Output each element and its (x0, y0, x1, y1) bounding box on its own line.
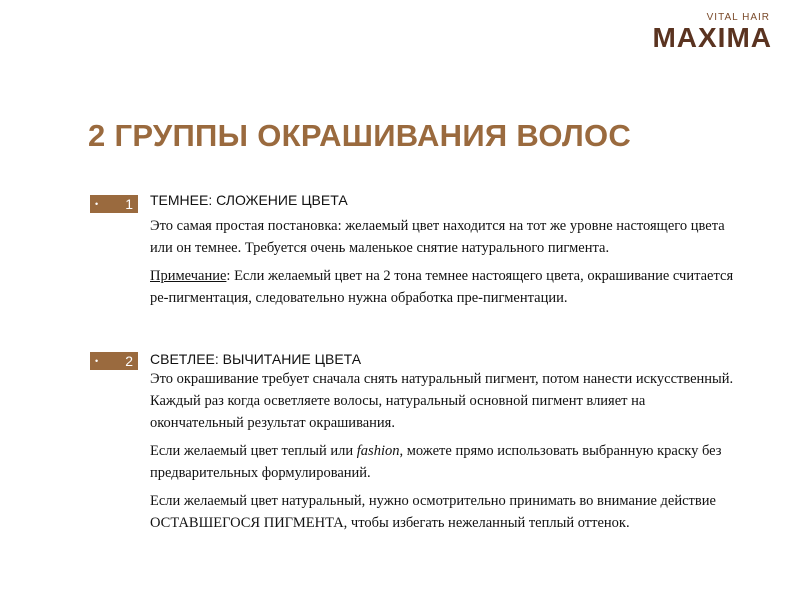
section-1-content (150, 191, 740, 309)
fashion-word: fashion (356, 443, 400, 459)
section-1-paragraph: Это самая простая постановка: желаемый цвет находится на тот же уровне настоящего цвета или он темнее. Требуется очень маленькое снятие натурального пигмента. (150, 218, 725, 256)
note-label: Примечание (150, 268, 227, 284)
page-title: 2 ГРУППЫ ОКРАШИВАНИЯ ВОЛОС (88, 118, 632, 153)
section-1-badge (90, 195, 138, 213)
section-2-heading: СВЕТЛЕЕ: ВЫЧИТАНИЕ ЦВЕТА (150, 351, 362, 367)
section-2-number: 2 (125, 353, 133, 369)
logo-brand: MAXIMA (652, 22, 772, 53)
section-2-natural-paragraph: Если желаемый цвет натуральный, нужно осмотрительно принимать во внимание действие ОСТАВШЕГОСЯ ПИГМЕНТА, чтобы избегать нежеланный теплый оттенок. (150, 493, 716, 531)
section-1-number: 1 (125, 196, 133, 212)
fashion-text-after: , можете прямо использовать выбранную краску без предварительных формулирований. (150, 443, 722, 481)
section-1-heading: ТЕМНЕЕ: СЛОЖЕНИЕ ЦВЕТА (150, 192, 348, 208)
section-2-fashion-paragraph (150, 440, 740, 484)
logo-tagline: VITAL HAIR (706, 12, 770, 23)
section-2-content (150, 350, 740, 534)
fashion-text-before: Если желаемый цвет теплый или (150, 443, 357, 459)
section-2-paragraph: Это окрашивание требует сначала снять натуральный пигмент, потом нанести искусственный. Каждый раз когда осветляете волосы, натуральный основной пигмент влияет на окончательный результат окрашивания. (150, 371, 734, 431)
maxima-logo (652, 12, 772, 56)
bullet-icon: • (95, 356, 99, 366)
note-text: : Если желаемый цвет на 2 тона темнее настоящего цвета, окрашивание считается ре-пигментация, следовательно нужна обработка пре-пигментации. (150, 268, 734, 306)
section-2-badge (90, 352, 138, 370)
bullet-icon: • (95, 199, 99, 209)
section-1-note (150, 265, 740, 309)
